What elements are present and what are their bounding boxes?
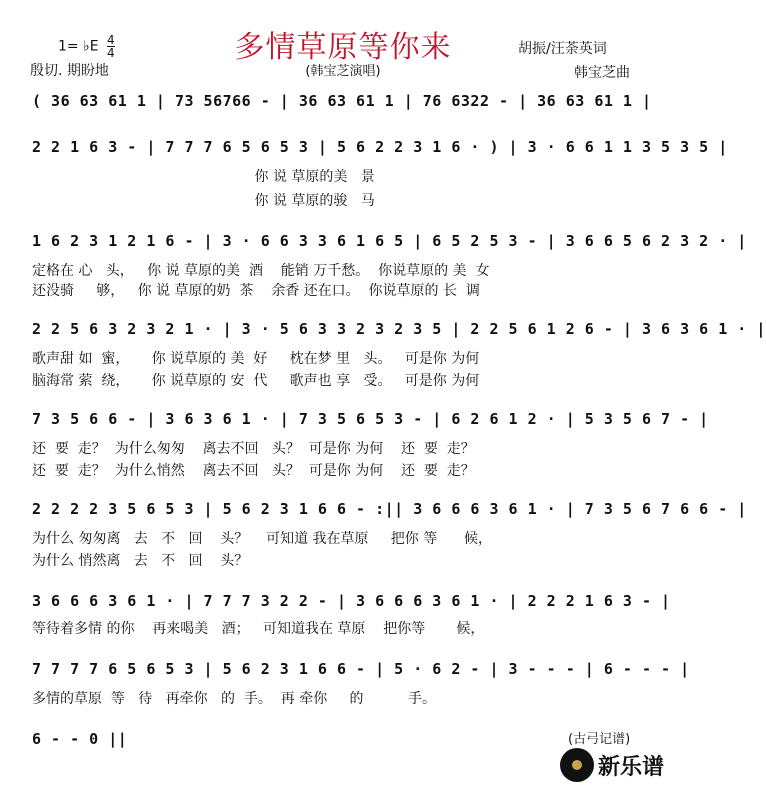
time-denominator: 4 (107, 46, 115, 60)
lyric-row-3a: 定格在 心 头， 你 说 草原的美 酒 能销 万千愁。 你说草原的 美 女 (32, 263, 490, 279)
singer-credit: (韩宝芝演唱) (305, 64, 381, 79)
lyric-row-2b: 你 说 草原的骏 马 (32, 193, 375, 209)
score-row-6: 2 2 2 2 3 5 6 5 3 | 5 6 2 3 1 6 6 - :|| 3 6 6 6 3 6 1 · | 7 3 5 6 7 6 6 - | (32, 500, 747, 518)
lyric-row-4b: 脑海常 萦 绕， 你 说草原的 安 代 歌声也 享 受。 可是你 为何 (32, 373, 480, 389)
record-disc-icon (560, 748, 594, 782)
score-row-2: 2 2 1 6 3 - | 7 7 7 6 5 6 5 3 | 5 6 2 2 3 1 6 · ) | 3 · 6 6 1 1 3 5 3 5 | (32, 138, 728, 156)
score-row-7: 3 6 6 6 3 6 1 · | 7 7 7 3 2 2 - | 3 6 6 6 3 6 1 · | 2 2 2 1 6 3 - | (32, 592, 671, 610)
lyric-row-8a: 多情的草原 等 待 再牵你 的 手。 再 牵你 的 手。 (32, 691, 436, 707)
key-label: 1= ♭E (58, 38, 99, 55)
lyric-row-6a: 为什么 匆匆离 去 不 回 头？ 可知道 我在草原 把你 等 候， (32, 531, 492, 547)
score-row-4: 2 2 5 6 3 2 3 2 1 · | 3 · 5 6 3 3 2 3 2 3 5 | 2 2 5 6 1 2 6 - | 3 6 3 6 1 · | (32, 320, 766, 338)
lyric-row-7a: 等待着多情 的你 再来喝美 酒； 可知道我在 草原 把你等 候， (32, 621, 485, 637)
score-row-8: 7 7 7 7 6 5 6 5 3 | 5 6 2 3 1 6 6 - | 5 · 6 2 - | 3 - - - | 6 - - - | (32, 660, 690, 678)
transcriber-credit: (古弓记谱) (568, 732, 631, 747)
score-row-3: 1 6 2 3 1 2 1 6 - | 3 · 6 6 3 3 6 1 6 5 | 6 5 2 5 3 - | 3 6 6 5 6 2 3 2 · | (32, 232, 747, 250)
lyric-row-4a: 歌声甜 如 蜜， 你 说草原的 美 好 枕在梦 里 头。 可是你 为何 (32, 351, 480, 367)
score-row-5: 7 3 5 6 6 - | 3 6 3 6 1 · | 7 3 5 6 5 3 - | 6 2 6 1 2 · | 5 3 5 6 7 - | (32, 410, 709, 428)
time-numerator: 4 (107, 33, 115, 47)
score-row-1: ( 36 63 61 1 | 73 56766 - | 36 63 61 1 | 76 6322 - | 36 63 61 1 | (32, 92, 652, 110)
lyric-row-2a: 你 说 草原的美 景 (32, 169, 375, 185)
lyric-row-5a: 还 要 走？ 为什么匆匆 离去不回 头？ 可是你 为何 还 要 走？ (32, 441, 475, 457)
composer-credit: 韩宝芝曲 (574, 65, 630, 81)
lyricist-credit: 胡振/汪荼英词 (518, 41, 607, 57)
site-logo (560, 748, 664, 782)
tempo-marking: 殷切. 期盼地 (30, 63, 109, 79)
lyric-row-5b: 还 要 走？ 为什么悄然 离去不回 头？ 可是你 为何 还 要 走？ (32, 463, 475, 479)
page-title: 多情草原等你来 (234, 30, 452, 65)
lyric-row-6b: 为什么 悄然离 去 不 回 头？ (32, 553, 249, 569)
time-signature (107, 34, 115, 59)
score-row-9: 6 - - 0 || (32, 730, 128, 748)
lyric-row-3b: 还没骑 够， 你 说 草原的奶 茶 余香 还在口。 你说草原的 长 调 (32, 283, 480, 299)
key-signature (58, 34, 115, 59)
site-brand: 新乐谱 (598, 754, 665, 780)
